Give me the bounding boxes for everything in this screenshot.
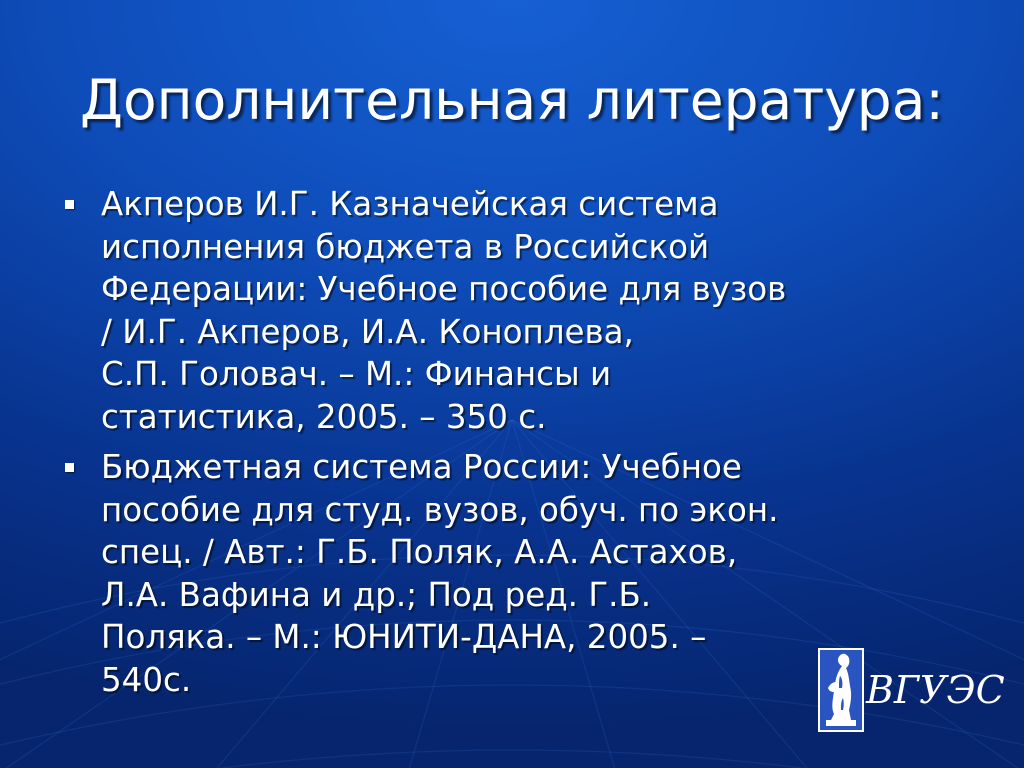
university-logo (818, 648, 1005, 732)
logo-text: ВГУЭС (866, 668, 1005, 712)
bullet-square-icon (65, 200, 74, 209)
bullet-list (60, 183, 960, 709)
slide-title: Дополнительная литература: (80, 68, 944, 132)
bullet-text: Акперов И.Г. Казначейская система исполнения бюджета в Российской Федерации: Учебное пособие для вузов / И.Г. Акперов, И.А. Коноплева, С.П. Головач. – М.: Финансы и статистика, 2005. – 350 с. (101, 185, 787, 436)
bullet-text: Бюджетная система России: Учебное пособие для студ. вузов, обуч. по экон. спец. / Авт.: Г.Б. Поляк, А.А. Астахов, Л.А. Вафина и др.; Под ред. Г.Б. Поляка. – М.: ЮНИТИ-ДАНА, 2005. – 540с. (101, 448, 779, 699)
bullet-square-icon (65, 463, 74, 472)
bullet-item (60, 183, 960, 438)
statue-icon (818, 648, 864, 732)
